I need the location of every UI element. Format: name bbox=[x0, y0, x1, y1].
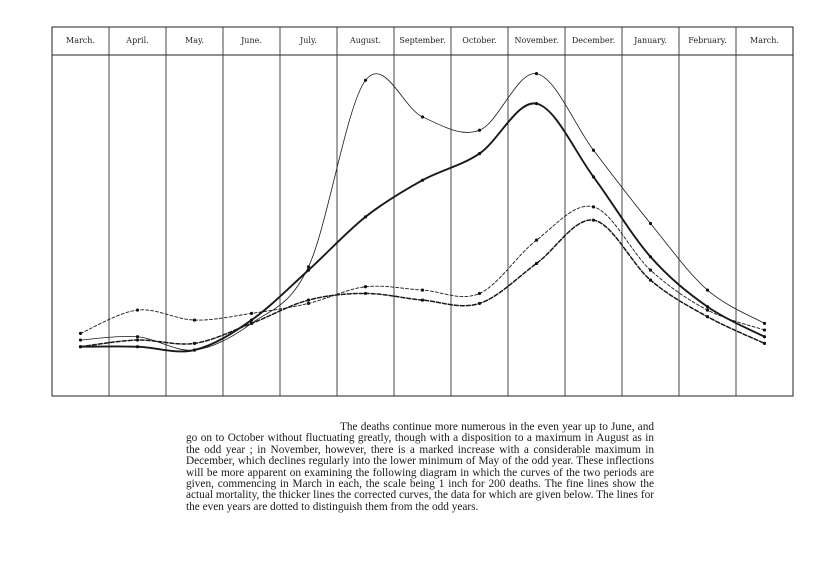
data-point bbox=[592, 175, 595, 178]
data-point bbox=[706, 289, 709, 292]
data-point bbox=[649, 222, 652, 225]
data-point bbox=[364, 292, 367, 295]
month-label: August. bbox=[349, 36, 382, 45]
chart-frame bbox=[52, 27, 793, 396]
data-point bbox=[706, 315, 709, 318]
month-label: December. bbox=[571, 36, 616, 45]
data-point bbox=[592, 149, 595, 152]
month-label: April. bbox=[126, 36, 149, 45]
chart-border bbox=[52, 27, 793, 396]
data-point bbox=[364, 215, 367, 218]
month-label: November. bbox=[514, 36, 559, 45]
data-point bbox=[193, 318, 196, 321]
data-point bbox=[478, 292, 481, 295]
month-label: March. bbox=[66, 36, 95, 45]
month-axis bbox=[66, 36, 779, 45]
data-point bbox=[535, 102, 538, 105]
month-label: March. bbox=[750, 36, 779, 45]
body-paragraph: The deaths continue more numerous in the even year up to June, and go on to October without fluctuating greatly, though with a disposition to a maximum in August as in the odd year ; in November, however, there is a marked increase with a considerable maximum in December, which declines regularly into the lower minimum of May of the odd year. These inflections will be more apparent on examining the following diagram in which the curves of the two periods are given, commencing in March in each, the scale being 1 inch for 200 deaths. The fine lines show the actual mortality, the thicker lines the corrected curves, the data for which are given below. The lines for the even years are dotted to distinguish them from the odd years. bbox=[186, 421, 654, 513]
series-points bbox=[79, 72, 766, 352]
body-text-block bbox=[186, 422, 654, 513]
month-label: May. bbox=[185, 36, 204, 45]
data-point bbox=[250, 318, 253, 321]
month-label: February. bbox=[688, 36, 727, 45]
data-point bbox=[649, 279, 652, 282]
data-point bbox=[79, 332, 82, 335]
series-line bbox=[81, 73, 765, 350]
data-point bbox=[649, 269, 652, 272]
data-point bbox=[307, 269, 310, 272]
data-point bbox=[535, 239, 538, 242]
series-line bbox=[81, 220, 765, 347]
data-point bbox=[763, 335, 766, 338]
data-point bbox=[535, 72, 538, 75]
data-point bbox=[763, 322, 766, 325]
data-point bbox=[478, 302, 481, 305]
data-point bbox=[706, 305, 709, 308]
series-line bbox=[81, 103, 765, 351]
data-point bbox=[763, 342, 766, 345]
data-point bbox=[193, 342, 196, 345]
month-label: June. bbox=[241, 36, 262, 45]
month-label: September. bbox=[399, 36, 446, 45]
data-point bbox=[364, 79, 367, 82]
data-point bbox=[79, 338, 82, 341]
data-point bbox=[250, 312, 253, 315]
data-point bbox=[478, 152, 481, 155]
data-point bbox=[136, 308, 139, 311]
data-point bbox=[250, 322, 253, 325]
data-point bbox=[592, 205, 595, 208]
data-point bbox=[136, 335, 139, 338]
data-point bbox=[763, 328, 766, 331]
data-point bbox=[364, 285, 367, 288]
month-label: July. bbox=[300, 36, 317, 45]
data-point bbox=[136, 338, 139, 341]
data-point bbox=[592, 219, 595, 222]
data-point bbox=[535, 262, 538, 265]
data-point bbox=[421, 115, 424, 118]
data-point bbox=[421, 289, 424, 292]
data-point bbox=[136, 345, 139, 348]
data-point bbox=[307, 298, 310, 301]
series-lines bbox=[81, 73, 765, 351]
data-point bbox=[706, 308, 709, 311]
data-point bbox=[421, 298, 424, 301]
data-point bbox=[421, 179, 424, 182]
data-point bbox=[193, 348, 196, 351]
data-point bbox=[79, 345, 82, 348]
data-point bbox=[478, 129, 481, 132]
data-point bbox=[307, 265, 310, 268]
month-label: October. bbox=[462, 36, 497, 45]
month-label: January. bbox=[634, 36, 667, 45]
data-point bbox=[649, 255, 652, 258]
data-point bbox=[307, 302, 310, 305]
